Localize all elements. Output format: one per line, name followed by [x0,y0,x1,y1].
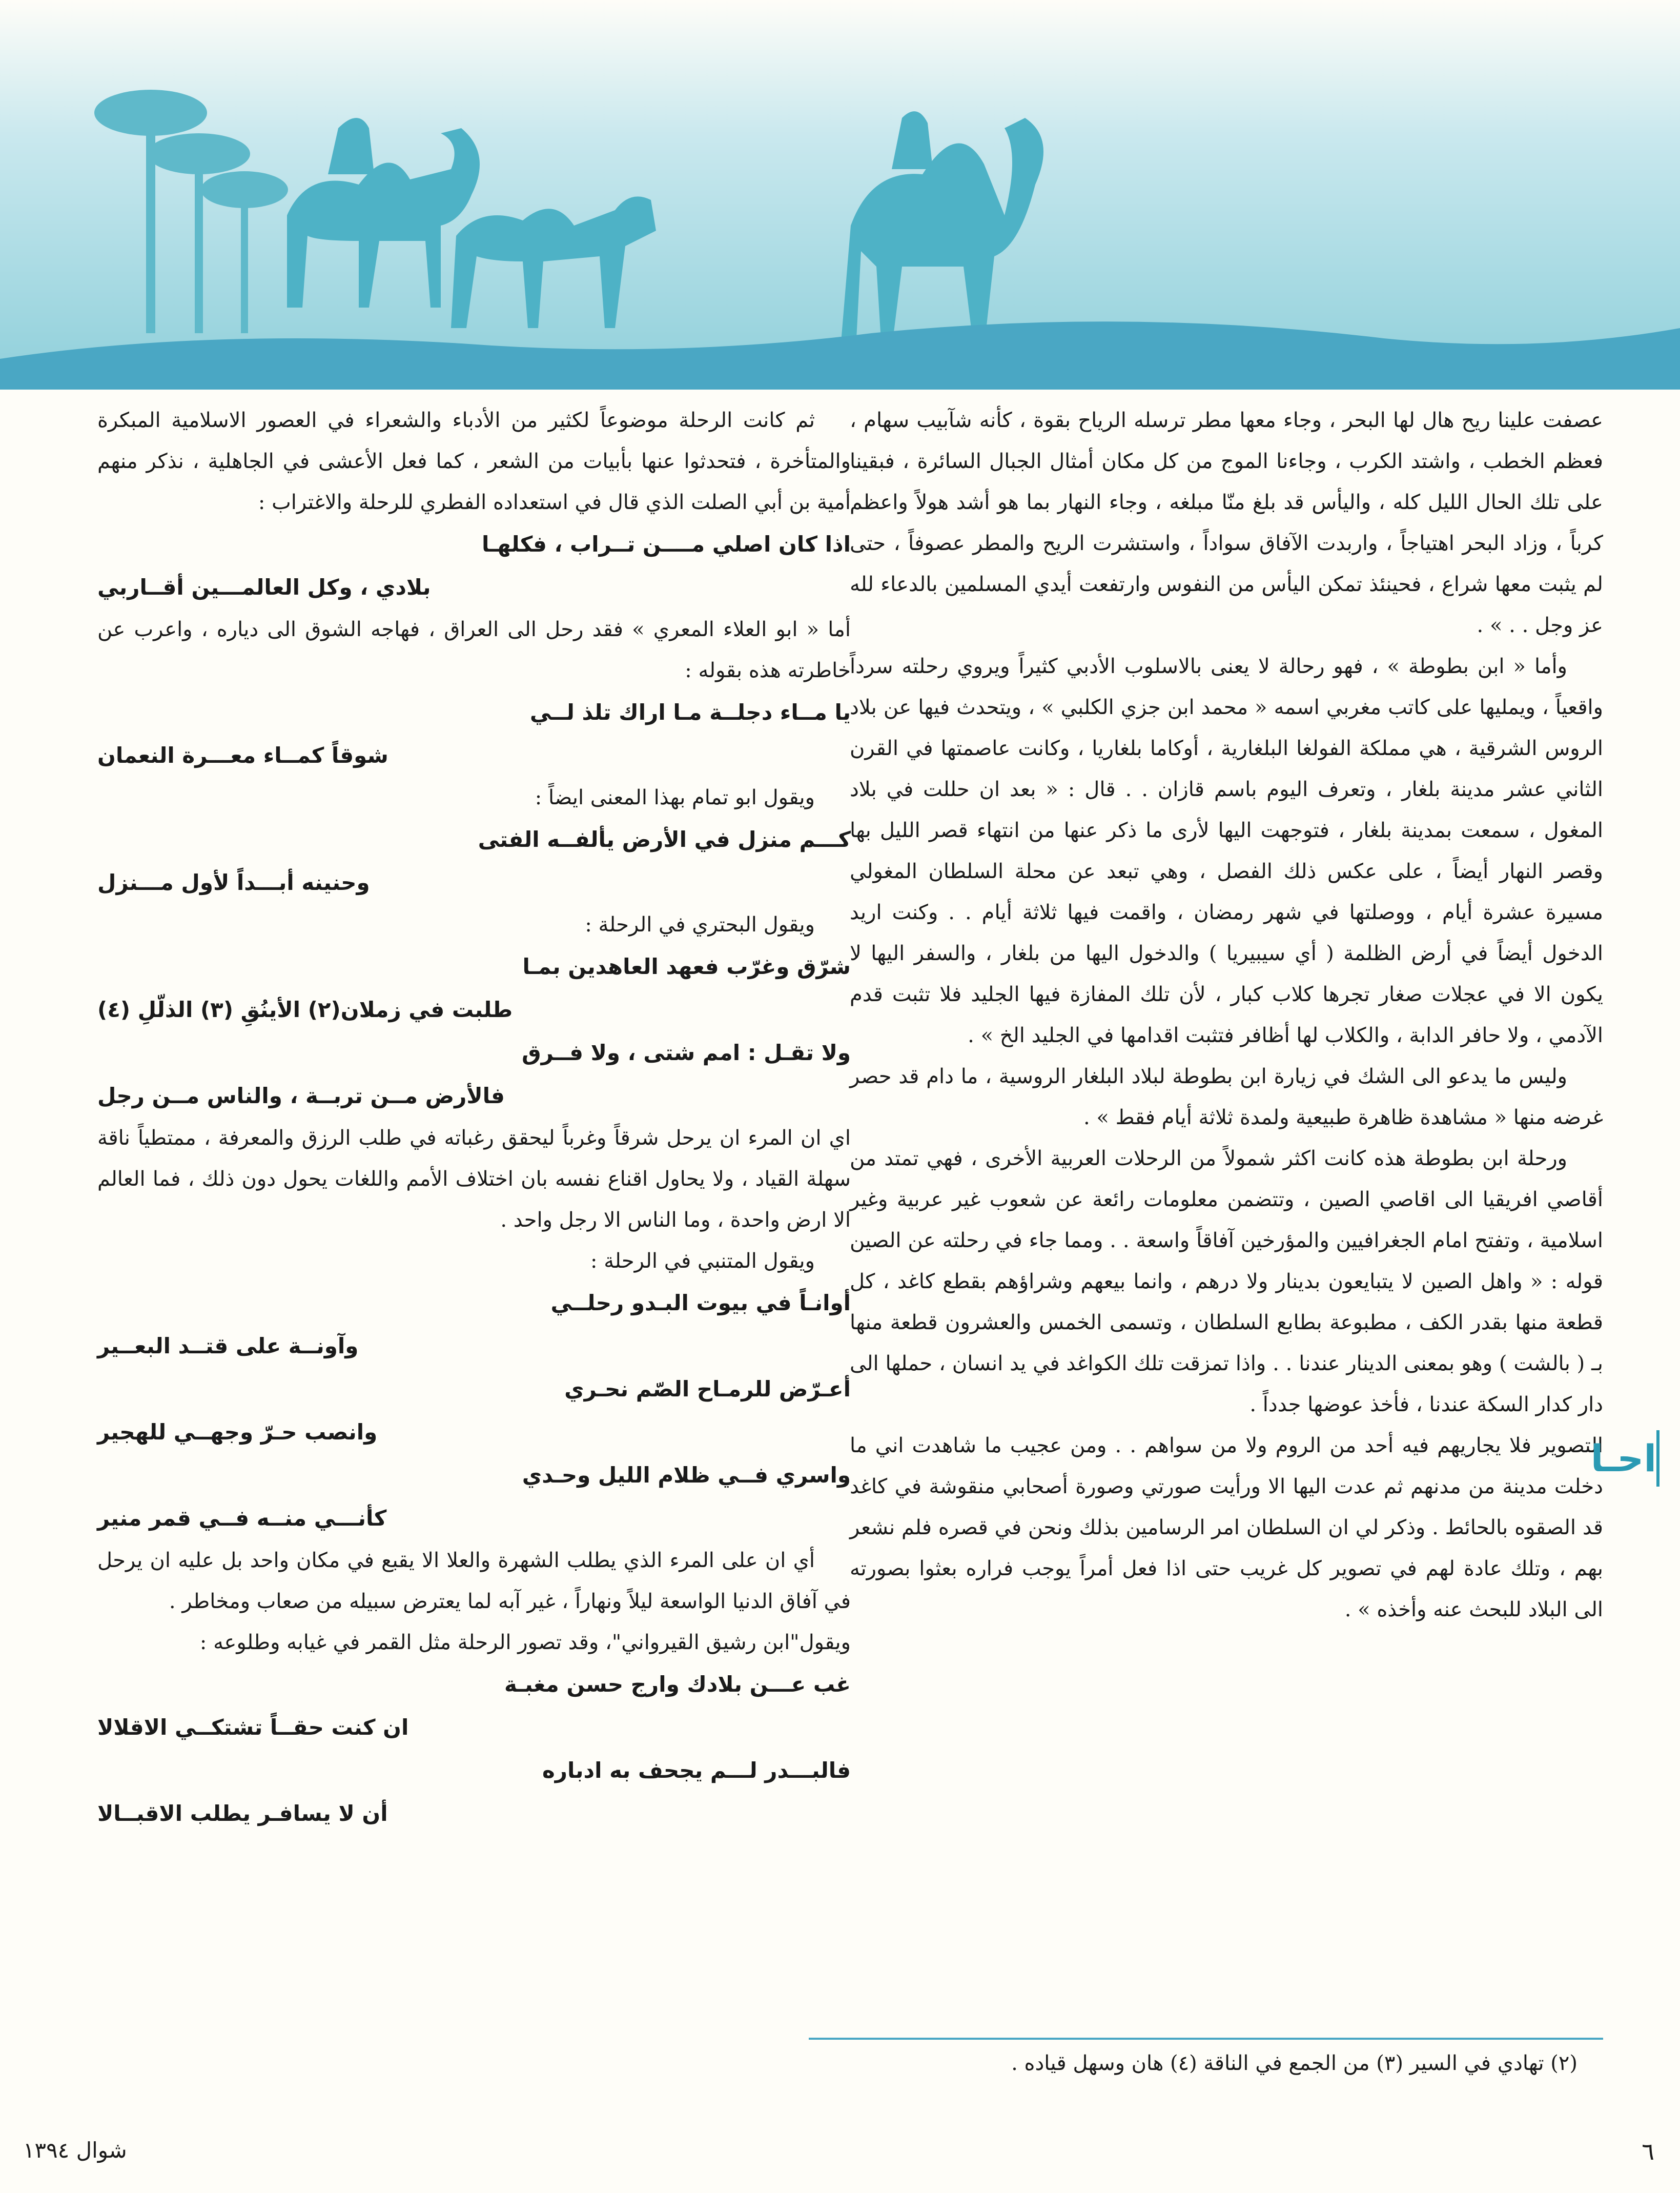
paragraph-fame-travel: أي ان على المرء الذي يطلب الشهرة والعلا الا يقبع في مكان واحد بل عليه ان يرحل في آفاق الدنيا الواسعة ليلاً ونهاراً ، غير آبه لما يعترض سبيله من صعاب ومخاطر . [97,1549,851,1613]
paragraph-poets-travel: ثم كانت الرحلة موضوعاً لكثير من الأدباء والشعراء في العصور الاسلامية المبكرة والمتأخرة ، فتحدثوا عنها بأبيات من الشعر ، كما فعل الأعشى في الجاهلية ، نذكر منهم أمية بن أبي الصلت الذي قال في استعداده الفطري للرحلة والاغتراب : [97,409,851,514]
verse-mutanabbi-5: واسري فــي ظلام الليل وحـدي [522,1463,851,1488]
paragraph-mutanabbi: ويقول المتنبي في الرحلة : [590,1249,815,1273]
verse-buhturi-third: ولا تقـل : امم شتى ، ولا فــرق [522,1040,851,1065]
paragraph-ibn-battuta-bulgaria: وأما « ابن بطوطة » ، فهو رحالة لا يعنى بالاسلوب الأدبي كثيراً ويروي رحلته سرداً واقعياً ، ويمليها على كاتب مغربي اسمه « محمد ابن جزي الكلبي » ، ويتحدث فيها عن بلاد الروس الشرقية ، هي مملكة الفولغا البلغارية ، أوكاما بلغاريا ، وكانت عاصمتها في القرن الثاني عشر مدينة بلغار ، وتعرف اليوم باسم قازان . . قال : « بعد ان حللت في بلاد المغول ، سمعت بمدينة بلغار ، فتوجهت اليها لأرى ما ذكر عنها من انتهاء قصر الليل بها وقصر النهار أيضاً ، على عكس ذلك الفصل ، وهي تبعد عن محلة السلطان المغولي مسيرة عشرة أيام ، ووصلتها في شهر رمضان ، واقمت فيها ثلاثة أيام . . وكنت اريد الدخول أيضاً في أرض الظلمة ( أي سيبيريا ) والدخول اليها من بلغار ، والسفر اليها لا يكون الا في عجلات صغار تجرها كلاب كبار ، لأن تلك المفازة فيها الجليد فلا تثبت قدم الآدمي ، ولا حافر الدابة ، والكلاب لها أظافر فتثبت اقدامها في الجليد الخ » . [850,655,1603,1047]
paragraph-travel-meaning: اي ان المرء ان يرحل شرقاً وغرباً ليحقق رغباته في طلب الرزق والمعرفة ، ممتطياً ناقة سهلة القياد ، ولا يحاول اقناع نفسه بان اختلاف الأمم واللغات يحول دون ذلك ، فما العالم الا ارض واحدة ، وما الناس الا رجل واحد . [97,1126,851,1232]
footer-date: شوال ١٣٩٤ [23,2138,127,2163]
paragraph-ibn-battuta-visit: وليس ما يدعو الى الشك في زيارة ابن بطوطة لبلاد البلغار الروسية ، ما دام قد حصر غرضه منها « مشاهدة ظاهرة طبيعية ولمدة ثلاثة أيام فقط » . [850,1065,1603,1129]
camel-caravan-banner [0,0,1680,390]
footnote-divider [809,2038,1603,2040]
verse-mutanabbi-6: كأنـــي منــه فــي قمر منير [97,1506,387,1531]
page-number: ٦ [1642,2138,1654,2165]
paragraph-maarri: أما « ابو العلاء المعري » فقد رحل الى العراق ، فهاجه الشوق الى دياره ، واعرب عن خاطرته هذه بقوله : [97,618,851,682]
verse-buhturi-first: شرّق وغرّب فعهد العاهدين بمـا [522,954,851,979]
verse-buhturi-second: طلبت في زملان(٢) الأينُقِ (٣) الذلّلِ (٤) [97,997,513,1022]
paragraph-ibn-rashiq: ويقول"ابن رشيق القيرواني"، وقد تصور الرحلة مثل القمر في غيابه وطلوعه : [199,1631,851,1654]
verse-mutanabbi-1: أوانـاً في بيوت البـدو رحلــي [550,1290,851,1315]
verse-ibn-rashiq-4: أن لا يسافـر يطلب الاقبــالا [97,1801,388,1826]
verse-umayya-first: اذا كان اصلي مــــن تــراب ، فكلهـا [481,532,851,557]
footnote: (٢) تهادي في السير (٣) من الجمع في الناقة (٤) هان وسهل قياده . [1011,2052,1577,2075]
verse-ibn-rashiq-3: فالبـــدر لـــم يجحف به ادباره [542,1758,851,1783]
paragraph-storm-description: عصفت علينا ريح هال لها البحر ، وجاء معها مطر ترسله الرياح بقوة ، كأنه شآبيب سهام ، فعظم الخطب ، واشتد الكرب ، وجاءنا الموج من كل مكان أمثال الجبال السائرة ، فبقينا على تلك الحال الليل كله ، واليأس قد بلغ منّا مبلغه ، وجاء النهار بما هو أشد هولاً واعظم كرباً ، وزاد البحر اهتياجاً ، واربدت الآفاق سواداً ، واستشرت الريح والمطر عصوفاً ، حتى لم يثبت معها شراع ، فحينئذ تمكن اليأس من النفوس وارتفعت أيدي المسلمين بالدعاء لله عز وجل . . » . [850,409,1604,637]
paragraph-buhturi: ويقول البحتري في الرحلة : [585,913,815,937]
continuation-block [850,1425,1656,1630]
ad-marker-icon: احـا [1605,1430,1659,1487]
verse-umayya-second: بلادي ، وكل العالمـــين أقــاربي [97,575,431,600]
paragraph-abu-tammam: ويقول ابو تمام بهذا المعنى ايضاً : [535,786,815,809]
verse-mutanabbi-2: وآونــة على قتــد البعــير [97,1333,359,1358]
verse-maarri-second: شوقاً كمــاء معـــرة النعمان [97,743,388,768]
paragraph-chinese-portraits: التصوير فلا يجاريهم فيه أحد من الروم ولا من سواهم . . ومن عجيب ما شاهدت اني ما دخلت مدينة من مدنهم ثم عدت اليها الا ورأيت صورتي وصورة أصحابي منقوشة في كاغد قد الصقوه بالحائط . وذكر لي ان السلطان امر الرسامين بذلك ونحن في قصره فلم نشعر بهم ، وتلك عادة لهم في تصوير كل غريب حتى اذا فعل أمراً يوجب فراره بعثوا بصورته الى البلاد للبحث عنه وأخذه » . [850,1434,1603,1621]
verse-ibn-rashiq-2: ان كنت حقــاً تشتكــي الاقلالا [97,1715,409,1740]
verse-abu-tammam-second: وحنينه أبـــداً لأول مـــنزل [97,870,370,895]
verse-maarri-first: يا مــاء دجلــة مـا اراك تلذ لــي [529,700,851,725]
verse-ibn-rashiq-1: غب عـــن بلادك وارج حسن مغبـة [504,1672,851,1697]
verse-mutanabbi-3: أعـرّض للرمـاح الصّم نحـري [564,1376,851,1402]
article-column-left [97,400,851,1835]
verse-abu-tammam-first: كـــم منزل في الأرض يألفــه الفتى [478,827,851,852]
verse-mutanabbi-4: وانصب حـرّ وجهــي للهجير [97,1419,378,1445]
article-column-right [850,400,1656,1630]
paragraph-ibn-battuta-china: ورحلة ابن بطوطة هذه كانت اكثر شمولاً من الرحلات العربية الأخرى ، فهي تمتد من أقاصي افريقيا الى اقاصي الصين ، وتتضمن معلومات رائعة عن شعوب غير عربية وغير اسلامية ، وتفتح امام الجغرافيين والمؤرخين آفاقاً واسعة . . ومما جاء في رحلته عن الصين قوله : « واهل الصين لا يتبايعون بدينار ولا درهم ، وانما بيعهم وشراؤهم بقطع كاغد ، كل قطعة منها بقدر الكف ، مطبوعة بطابع السلطان ، وتسمى الخمس والعشرون قطعة منها بـ ( بالشت ) وهو بمعنى الدينار عندنا . . واذا تمزقت تلك الكواغد في يد انسان ، حملها الى دار كدار السكة عندنا ، فأخذ عوضها جدداً . [850,1147,1603,1416]
verse-buhturi-fourth: فالأرض مــن تربــة ، والناس مــن رجل [97,1083,505,1108]
